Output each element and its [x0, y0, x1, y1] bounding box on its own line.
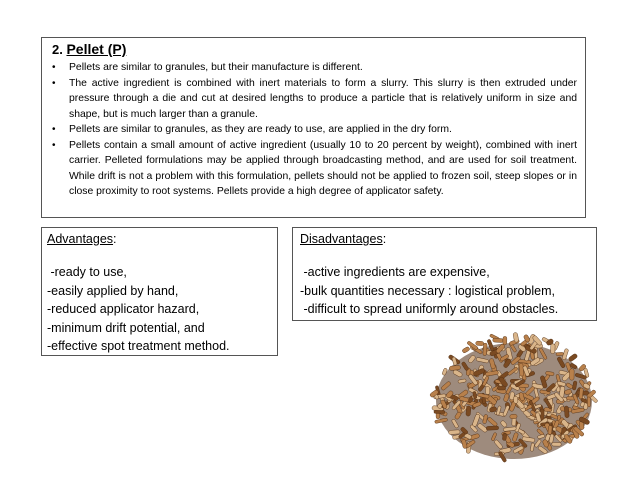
advantages-title: Advantages	[47, 232, 114, 246]
section-title: Pellet (P)	[66, 41, 127, 57]
pellet	[462, 346, 470, 353]
pellet	[466, 406, 471, 417]
bullet-item	[52, 122, 577, 138]
pellet	[552, 442, 562, 446]
pellet	[486, 387, 490, 395]
disadvantage-item: -bulk quantities necessary : logistical problem,	[300, 283, 555, 298]
advantage-item: -reduced applicator hazard,	[47, 302, 200, 316]
pellet-description-box	[41, 37, 586, 218]
pellet	[513, 396, 518, 403]
pellet	[569, 369, 574, 381]
advantages-colon: :	[113, 232, 117, 246]
bullet-icon: •	[52, 139, 56, 151]
section-number: 2.	[52, 42, 63, 57]
bullet-item	[52, 138, 577, 200]
pellet	[548, 425, 552, 434]
disadvantages-list	[300, 263, 592, 319]
pellet	[483, 343, 487, 356]
advantages-heading	[47, 231, 273, 247]
pellet	[568, 353, 578, 362]
pellet	[452, 357, 458, 366]
disadvantage-item: -difficult to spread uniformly around obstacles.	[300, 302, 559, 316]
bullet-item	[52, 60, 577, 76]
disadvantage-item: -active ingredients are expensive,	[300, 265, 490, 279]
pellet	[550, 344, 555, 354]
pellets-photo	[428, 321, 600, 465]
pellet	[486, 426, 499, 430]
pellet	[510, 414, 518, 419]
pellet	[493, 338, 504, 343]
disadvantages-box	[292, 227, 597, 321]
section-heading	[52, 41, 577, 58]
pellet	[434, 410, 445, 413]
pellet	[502, 433, 507, 440]
pellet	[519, 363, 524, 376]
bullet-icon: •	[52, 62, 56, 73]
advantage-item: -easily applied by hand,	[47, 283, 179, 298]
pellet	[449, 365, 461, 370]
advantage-item: -ready to use,	[47, 265, 127, 279]
advantages-list	[47, 263, 273, 356]
bullet-text: Pellets are similar to granules, as they are ready to use, are applied in the dry form.	[69, 124, 452, 135]
pellet	[476, 341, 484, 346]
bullet-list	[52, 60, 577, 200]
pellet	[497, 386, 505, 390]
bullet-item	[52, 76, 577, 123]
bullet-icon: •	[52, 124, 56, 135]
bullet-text: Pellets are similar to granules, but their manufacture is different.	[69, 62, 363, 73]
bullet-text: Pellets contain a small amount of active ingredient (usually 10 to 20 percent by weight), combined with inert carrier. Pelleted formulations may be applied through broadcasting method, and are used for soil treatment. While drift is not a problem with this formulation, pellets should not be applied to frozen soil, steep slopes or in close proximity to root systems. Pellets provide a high degree of applicator safety.	[69, 139, 577, 197]
advantage-item: -minimum drift potential, and	[47, 320, 205, 335]
pellet	[503, 336, 507, 344]
disadvantages-heading	[300, 231, 592, 247]
disadvantages-title: Disadvantages	[300, 232, 383, 246]
disadvantages-colon: :	[382, 232, 387, 246]
pellet	[564, 406, 569, 418]
bullet-icon: •	[52, 77, 56, 89]
pellet	[587, 397, 590, 407]
advantages-box	[41, 227, 278, 356]
pellet	[556, 352, 564, 355]
advantage-item: -effective spot treatment method.	[47, 339, 230, 353]
pellet	[448, 430, 460, 435]
bullet-text: The active ingredient is combined with inert materials to form a slurry. This slurry is then extruded under pressure through a die and cut at desired lengths to produce a particle that is relatively uniform in size and shape, but is much larger than a granule.	[69, 77, 577, 120]
